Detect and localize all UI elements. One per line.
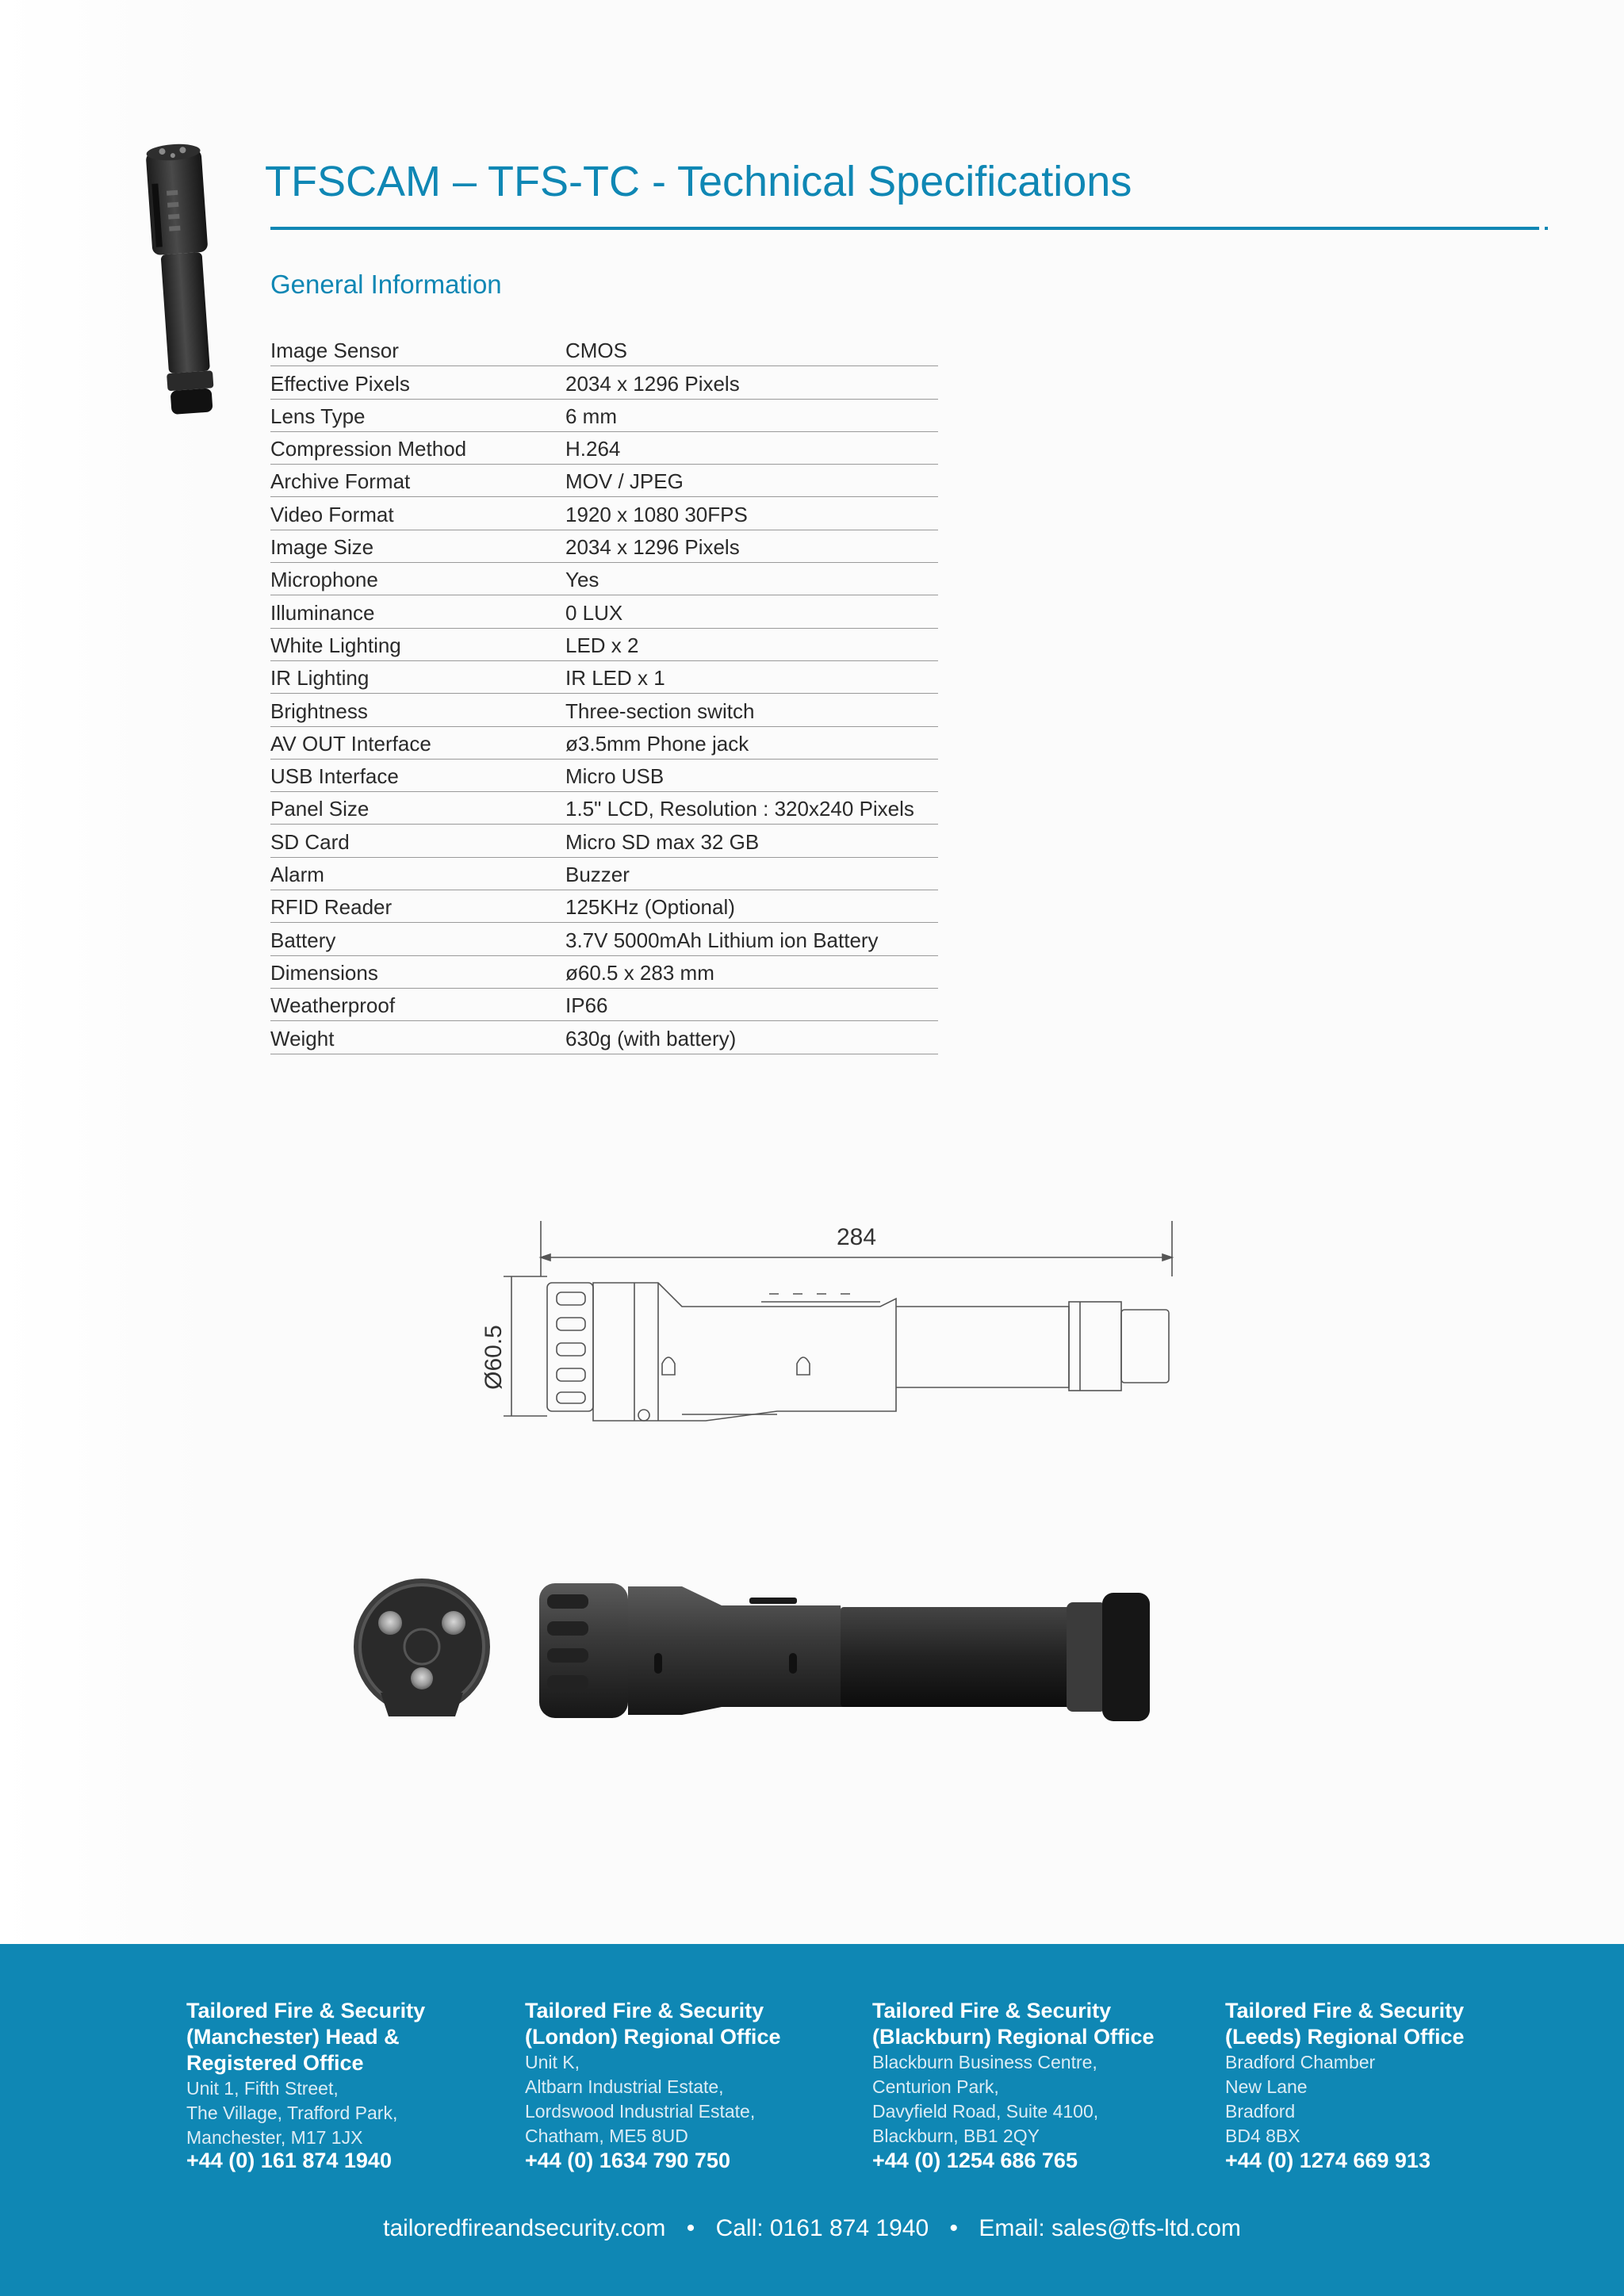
spec-value: 1.5" LCD, Resolution : 320x240 Pixels [565,797,914,821]
office-name-line: (Blackburn) Regional Office [872,2025,1155,2049]
office-address-line: Lordswood Industrial Estate, [525,2101,756,2122]
spec-label: Illuminance [270,600,375,625]
office-name-line: Tailored Fire & Security [872,1999,1112,2022]
office-name-line: Tailored Fire & Security [1225,1999,1465,2022]
spec-value: Buzzer [565,863,630,887]
spec-label: USB Interface [270,764,399,789]
title-divider-dot [1545,227,1548,230]
spec-row [270,465,938,497]
office-name-line: Tailored Fire & Security [525,1999,764,2022]
office-address-line: Altbarn Industrial Estate, [525,2076,724,2097]
spec-label: Compression Method [270,437,467,461]
spec-label: Weatherproof [270,993,396,1018]
office-address-line: Unit 1, Fifth Street, [186,2078,339,2099]
spec-row [270,497,938,530]
spec-row [270,890,938,923]
bullet-separator: • [686,2215,695,2241]
call-link[interactable]: Call: 0161 874 1940 [715,2215,929,2241]
spec-row [270,366,938,399]
drawing-body [593,1283,896,1421]
office-london [525,1998,780,2149]
office-phone-manchester[interactable]: +44 (0) 161 874 1940 [186,2149,392,2172]
spec-label: Video Format [270,502,394,526]
office-name-line: Registered Office [186,2051,364,2075]
spec-value: 6 mm [565,404,617,428]
spec-row [270,694,938,726]
spec-value: Three-section switch [565,698,755,723]
office-name-line: (London) Regional Office [525,2025,781,2049]
spec-row [270,432,938,465]
office-address-line: Unit K, [525,2052,580,2072]
spec-row [270,956,938,989]
spec-label: Lens Type [270,404,366,428]
spec-value: MOV / JPEG [565,469,684,494]
spec-value: H.264 [565,437,621,461]
spec-row [270,530,938,563]
footer-contact-bar [0,2215,1624,2242]
drawing-tail [1069,1302,1121,1391]
email-link[interactable]: Email: sales@tfs-ltd.com [979,2215,1241,2241]
spec-value: 1920 x 1080 30FPS [565,502,748,526]
spec-label: Microphone [270,568,378,592]
spec-label: SD Card [270,829,350,854]
product-photos [349,1574,1182,1732]
spec-label: Dimensions [270,960,378,985]
spec-value: 125KHz (Optional) [565,895,735,920]
spec-value: ø60.5 x 283 mm [565,960,714,985]
office-address-line: Bradford [1225,2101,1296,2122]
spec-label: IR Lighting [270,666,370,691]
office-name-line: Tailored Fire & Security [186,1999,426,2022]
spec-label: RFID Reader [270,895,393,920]
spec-value: 630g (with battery) [565,1026,737,1050]
office-address-line: New Lane [1225,2076,1308,2097]
spec-row [270,661,938,694]
office-address-line: Bradford Chamber [1225,2052,1376,2072]
spec-label: Archive Format [270,469,411,494]
office-name-line: (Leeds) Regional Office [1225,2025,1465,2049]
spec-label: Brightness [270,698,368,723]
office-address-line: Blackburn, BB1 2QY [872,2126,1040,2146]
spec-value: IR LED x 1 [565,666,665,691]
spec-value: Micro SD max 32 GB [565,829,760,854]
spec-label: Image Size [270,535,374,560]
product-thumbnail-image [119,135,238,428]
office-address-line: Centurion Park, [872,2076,999,2097]
spec-label: Effective Pixels [270,371,410,396]
bullet-separator: • [949,2215,958,2241]
spec-value: 2034 x 1296 Pixels [565,371,740,396]
spec-row [270,334,938,366]
office-phone-blackburn[interactable]: +44 (0) 1254 686 765 [872,2149,1078,2172]
office-address-line: Manchester, M17 1JX [186,2127,363,2148]
office-address-line: Blackburn Business Centre, [872,2052,1097,2072]
page-title: TFSCAM – TFS-TC - Technical Specifications [265,158,1132,205]
footer [0,1944,1624,2296]
spec-row [270,989,938,1021]
office-name-line: (Manchester) Head & [186,2025,400,2049]
spec-row [270,1021,938,1054]
dimension-drawing [468,1213,1182,1435]
office-address-line: BD4 8BX [1225,2126,1300,2146]
spec-row [270,825,938,857]
website-link[interactable]: tailoredfireandsecurity.com [383,2215,666,2241]
spec-row [270,760,938,792]
office-address-line: Davyfield Road, Suite 4100, [872,2101,1099,2122]
spec-value: Yes [565,568,599,592]
spec-row [270,563,938,595]
spec-row [270,629,938,661]
spec-value: 2034 x 1296 Pixels [565,535,740,560]
side-view-photo [539,1583,1150,1721]
spec-row [270,923,938,955]
spec-label: White Lighting [270,633,401,657]
length-dimension-label: 284 [836,1224,877,1250]
title-divider [270,227,1539,230]
spec-label: AV OUT Interface [270,731,431,756]
spec-value: ø3.5mm Phone jack [565,731,749,756]
front-view-photo [354,1578,490,1716]
office-blackburn [872,1998,1155,2149]
spec-row [270,400,938,432]
spec-value: IP66 [565,993,608,1018]
spec-value: CMOS [565,339,627,363]
spec-label: Image Sensor [270,339,399,363]
office-address-line: Chatham, ME5 8UD [525,2126,688,2146]
spec-label: Alarm [270,863,324,887]
office-leeds [1225,1998,1465,2149]
spec-value: 3.7V 5000mAh Lithium ion Battery [565,928,879,952]
specifications-table [270,334,938,1054]
spec-label: Panel Size [270,797,370,821]
spec-value: Micro USB [565,764,665,789]
office-phone-london[interactable]: +44 (0) 1634 790 750 [525,2149,730,2172]
spec-row [270,595,938,628]
spec-row [270,792,938,825]
spec-row [270,727,938,760]
office-manchester [186,1998,425,2150]
spec-label: Battery [270,928,336,952]
office-phone-leeds[interactable]: +44 (0) 1274 669 913 [1225,2149,1431,2172]
spec-row [270,858,938,890]
spec-value: LED x 2 [565,633,639,657]
section-title-general-information: General Information [270,270,502,299]
spec-label: Weight [270,1026,335,1050]
diameter-dimension-label: Ø60.5 [481,1325,507,1390]
office-address-line: The Village, Trafford Park, [186,2103,398,2123]
spec-value: 0 LUX [565,600,623,625]
